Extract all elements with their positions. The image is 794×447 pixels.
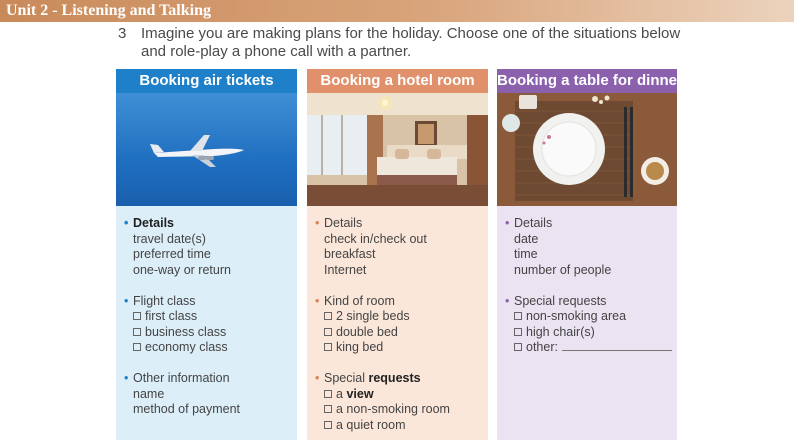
hotel-room-photo (307, 93, 488, 206)
card-title: Booking a hotel room (307, 69, 488, 93)
list-item: Internet (324, 262, 367, 277)
checkbox-item[interactable]: economy class (124, 340, 297, 356)
checkbox-icon[interactable] (514, 343, 522, 351)
checkbox-icon[interactable] (514, 328, 522, 336)
card-title: Booking air tickets (116, 69, 297, 93)
bullet-icon: • (124, 371, 129, 385)
checkbox-item[interactable]: high chair(s) (505, 325, 677, 341)
bullet-icon: • (315, 216, 320, 230)
other-blank-field[interactable] (562, 341, 672, 351)
section-heading: • Details (124, 216, 174, 230)
checkbox-icon[interactable] (133, 312, 141, 320)
list-item: date (514, 231, 539, 246)
checkbox-item[interactable]: business class (124, 325, 297, 341)
checkbox-icon[interactable] (133, 328, 141, 336)
card-body (116, 206, 297, 418)
bullet-icon: • (505, 293, 510, 308)
instruction-text: Imagine you are making plans for the holiday. Choose one of the situations below and role-play a phone call with a partner. (141, 25, 681, 60)
list-item: check in/check out (324, 231, 427, 246)
checkbox-item[interactable]: non-smoking area (505, 309, 677, 325)
card-title: Booking a table for dinner (497, 69, 677, 93)
list-item: number of people (514, 262, 612, 277)
list-item: breakfast (324, 247, 376, 261)
section-heading: • Details (505, 216, 553, 230)
checkbox-item[interactable]: a non-smoking room (315, 402, 488, 418)
airplane-photo (116, 93, 297, 206)
bullet-icon: • (315, 371, 320, 385)
checkbox-icon[interactable] (324, 390, 332, 398)
section-heading: • Special requests (505, 293, 607, 308)
table-setting-photo (497, 93, 677, 206)
bullet-icon: • (124, 216, 129, 230)
section-heading: • Kind of room (315, 293, 395, 308)
checkbox-item[interactable]: double bed (315, 325, 488, 341)
checkbox-item[interactable]: other: (505, 340, 677, 356)
checkbox-item[interactable]: 2 single beds (315, 309, 488, 325)
checkbox-icon[interactable] (324, 328, 332, 336)
list-item: time (514, 247, 538, 261)
checkbox-icon[interactable] (324, 343, 332, 351)
checkbox-icon[interactable] (133, 343, 141, 351)
checkbox-item[interactable]: king bed (315, 340, 488, 356)
checkbox-icon[interactable] (514, 312, 522, 320)
checkbox-item[interactable]: a view (315, 387, 488, 403)
unit-title: Unit 2 - Listening and Talking (0, 0, 794, 22)
checkbox-item[interactable]: first class (124, 309, 297, 325)
bullet-icon: • (505, 216, 510, 230)
instruction-number: 3 (118, 25, 127, 42)
section-heading: • Flight class (124, 293, 196, 308)
card-booking-table-dinner (497, 69, 683, 440)
card-booking-hotel-room (307, 69, 488, 440)
bullet-icon: • (315, 293, 320, 308)
list-item: preferred time (133, 247, 211, 261)
section-heading: • Details (315, 216, 363, 230)
card-booking-air-tickets (116, 69, 297, 440)
card-body (497, 206, 677, 356)
checkbox-item[interactable]: a quiet room (315, 418, 488, 434)
list-item: method of payment (133, 402, 241, 416)
checkbox-icon[interactable] (324, 312, 332, 320)
checkbox-icon[interactable] (324, 421, 332, 429)
section-heading: • Other information (124, 371, 230, 385)
list-item: one-way or return (133, 262, 231, 277)
list-item: travel date(s) (133, 231, 206, 246)
section-heading: • Special requests (315, 371, 421, 385)
card-body (307, 206, 488, 433)
list-item: name (133, 386, 165, 401)
checkbox-icon[interactable] (324, 405, 332, 413)
bullet-icon: • (124, 293, 129, 308)
